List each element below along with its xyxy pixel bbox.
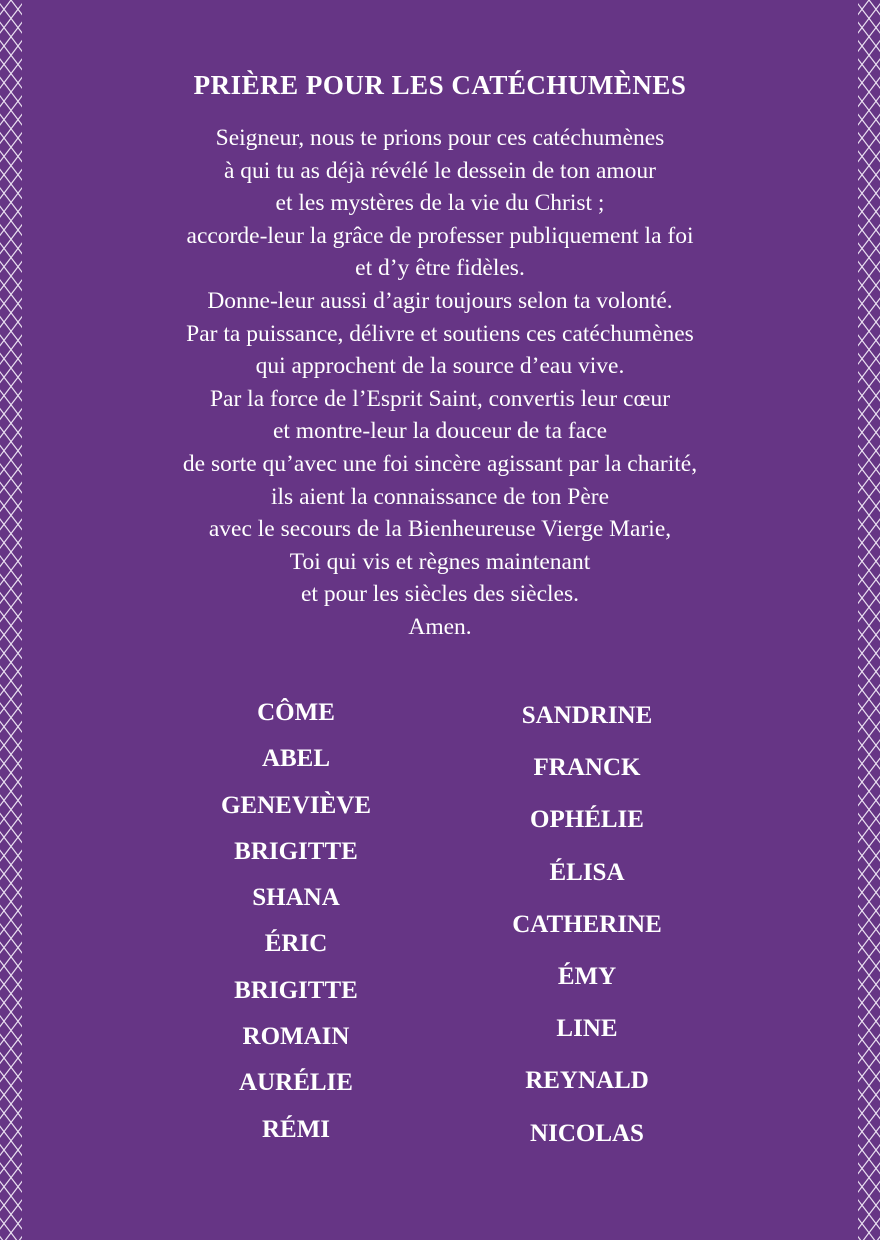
catechumen-name: RÉMI <box>261 1115 331 1143</box>
catechumen-name: FRANCK <box>533 754 641 782</box>
prayer-line: Toi qui vis et règnes maintenant <box>289 548 591 575</box>
catechumen-name: ABEL <box>261 745 331 773</box>
prayer-line: à qui tu as déjà révélé le dessein de ton amour <box>224 157 656 184</box>
prayer-line: et les mystères de la vie du Christ ; <box>275 190 605 217</box>
prayer-line: qui approchent de la source d’eau vive. <box>255 353 625 380</box>
catechumen-name: CÔME <box>257 699 335 726</box>
prayer-line: avec le secours de la Bienheureuse Vierge Marie, <box>208 516 672 543</box>
catechumen-name: ÉRIC <box>264 930 328 958</box>
prayer-line: Donne-leur aussi d’agir toujours selon ta volonté. <box>207 287 673 314</box>
prayer-line: et d’y être fidèles. <box>355 255 525 282</box>
prayer-line: Par ta puissance, délivre et soutiens ces catéchumènes <box>186 320 694 347</box>
prayer-amen: Amen. <box>408 613 472 640</box>
catechumen-name: SHANA <box>252 884 340 912</box>
prayer-title: PRIÈRE POUR LES CATÉCHUMÈNES <box>193 70 687 100</box>
catechumen-name: ÉLISA <box>549 858 625 886</box>
prayer-line: ils aient la connaissance de ton Père <box>270 483 610 510</box>
catechumen-name: ROMAIN <box>242 1023 350 1051</box>
catechumen-name: ÉMY <box>557 963 617 991</box>
prayer-line: et pour les siècles des siècles. <box>301 581 579 608</box>
catechumen-name: CATHERINE <box>512 910 662 938</box>
prayer-line: Par la force de l’Esprit Saint, convertis leur cœur <box>209 385 671 412</box>
prayer-line: et montre-leur la douceur de ta face <box>272 418 608 445</box>
catechumen-name: REYNALD <box>525 1067 649 1095</box>
prayer-line: de sorte qu’avec une foi sincère agissant par la charité, <box>182 450 698 477</box>
catechumen-name: LINE <box>556 1015 618 1043</box>
catechumen-name: BRIGITTE <box>234 976 358 1004</box>
names-right-column <box>437 690 737 1160</box>
names-left-column <box>146 690 446 1153</box>
catechumen-name: BRIGITTE <box>234 837 358 865</box>
catechumen-name: SANDRINE <box>521 702 653 729</box>
prayer-line: Seigneur, nous te prions pour ces catéchumènes <box>215 125 665 151</box>
catechumen-name: OPHÉLIE <box>530 806 644 834</box>
catechumen-name: GENEVIÈVE <box>220 791 372 819</box>
prayer-line: accorde-leur la grâce de professer publiquement la foi <box>186 222 694 249</box>
catechumen-name: NICOLAS <box>530 1119 644 1147</box>
prayer-text <box>0 122 880 644</box>
catechumen-name: AURÉLIE <box>239 1069 353 1097</box>
